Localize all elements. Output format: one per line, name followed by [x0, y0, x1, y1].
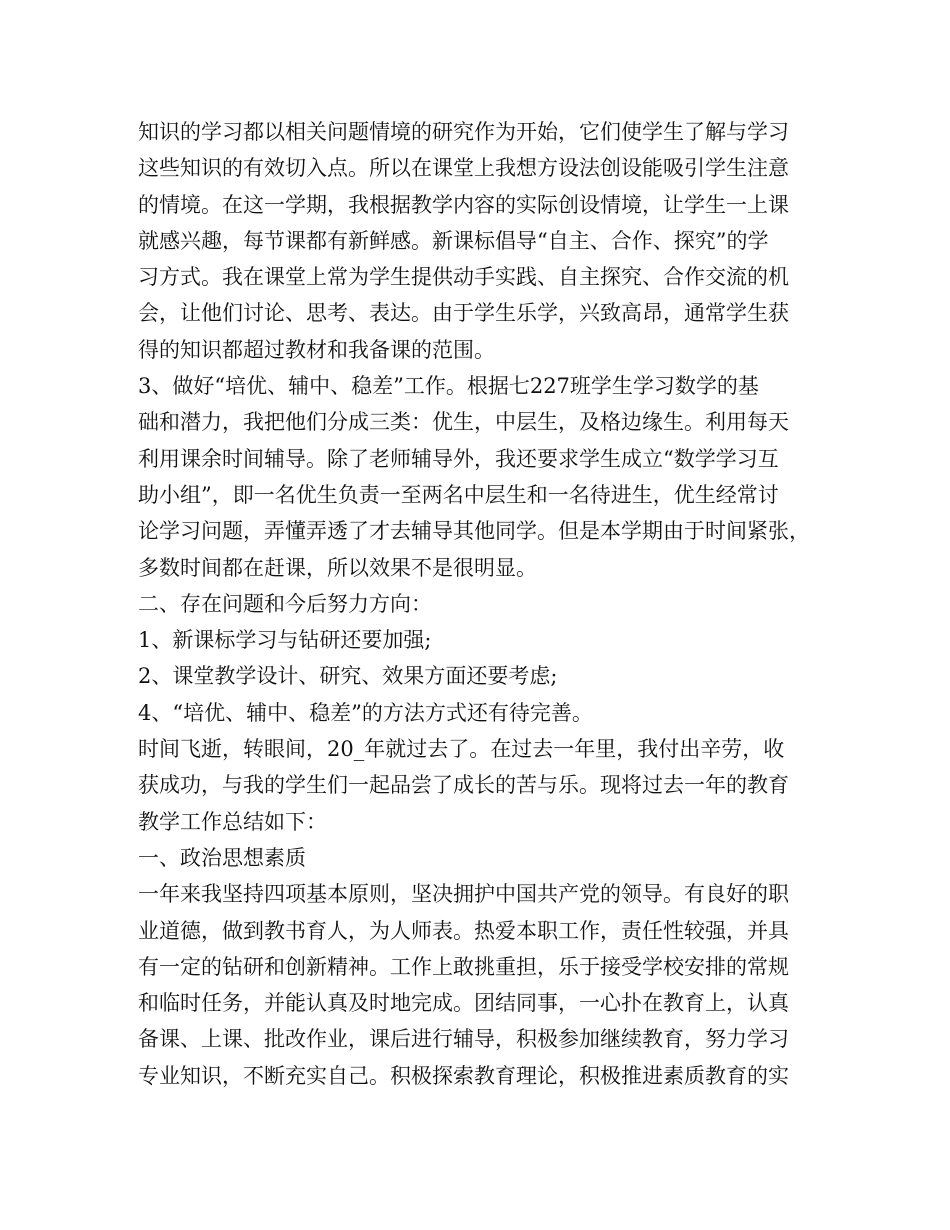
text-line: 利用课余时间辅导。除了老师辅导外，我还要求学生成立“数学学习互 [138, 446, 779, 471]
text-line: 这些知识的有效切入点。所以在课堂上我想方设法创设能吸引学生注意 [138, 156, 789, 181]
section-heading: 一、政治思想素质 [138, 845, 306, 870]
text-line: 就感兴趣，每节课都有新鲜感。新课标倡导“自主、合作、探究”的学 [138, 228, 769, 253]
list-item: 2、课堂教学设计、研究、效果方面还要考虑; [138, 664, 558, 689]
text-line: 备课、上课、批改作业，课后进行辅导，积极参加继续教育，努力学习 [138, 1027, 789, 1052]
text-line: 专业知识，不断充实自己。积极探索教育理论，积极推进素质教育的实 [138, 1063, 789, 1088]
text-line: 教学工作总结如下： [138, 809, 327, 834]
text-line: 业道德，做到教书育人，为人师表。热爱本职工作，责任性较强，并具 [138, 918, 789, 943]
text-line: 知识的学习都以相关问题情境的研究作为开始，它们使学生了解与学习 [138, 120, 789, 144]
text-line: 一年来我坚持四项基本原则，坚决拥护中国共产党的领导。有良好的职 [138, 882, 789, 907]
text-line: 的情境。在这一学期，我根据教学内容的实际创设情境，让学生一上课 [138, 192, 789, 217]
text-line: 3、做好“培优、辅中、稳差”工作。根据七227班学生学习数学的基 [138, 374, 759, 399]
text-line: 时间飞逝，转眼间，20_年就过去了。在过去一年里，我付出辛劳，收 [138, 737, 785, 762]
text-line: 助小组”，即一名优生负责一至两名中层生和一名待进生，优生经常讨 [138, 482, 779, 507]
list-item: 4、“培优、辅中、稳差”的方法方式还有待完善。 [138, 700, 593, 725]
list-item: 1、新课标学习与钻研还要加强; [138, 628, 432, 653]
text-line: 础和潜力，我把他们分成三类：优生，中层生，及格边缘生。利用每天 [138, 410, 789, 435]
document-body [138, 114, 818, 1094]
text-line: 和临时任务，并能认真及时地完成。团结同事，一心扑在教育上，认真 [138, 991, 789, 1016]
text-line: 习方式。我在课堂上常为学生提供动手实践、自主探究、合作交流的机 [138, 265, 789, 290]
text-line: 论学习问题，弄懂弄透了才去辅导其他同学。但是本学期由于时间紧张， [138, 519, 810, 544]
text-line: 多数时间都在赶课，所以效果不是很明显。 [138, 555, 537, 580]
text-line: 有一定的钻研和创新精神。工作上敢挑重担，乐于接受学校安排的常规 [138, 954, 789, 979]
text-line: 会，让他们讨论、思考、表达。由于学生乐学，兴致高昂，通常学生获 [138, 301, 789, 326]
text-line: 获成功，与我的学生们一起品尝了成长的苦与乐。现将过去一年的教育 [138, 773, 789, 798]
section-heading: 二、存在问题和今后努力方向： [138, 591, 432, 616]
text-line: 得的知识都超过教材和我备课的范围。 [138, 337, 495, 362]
